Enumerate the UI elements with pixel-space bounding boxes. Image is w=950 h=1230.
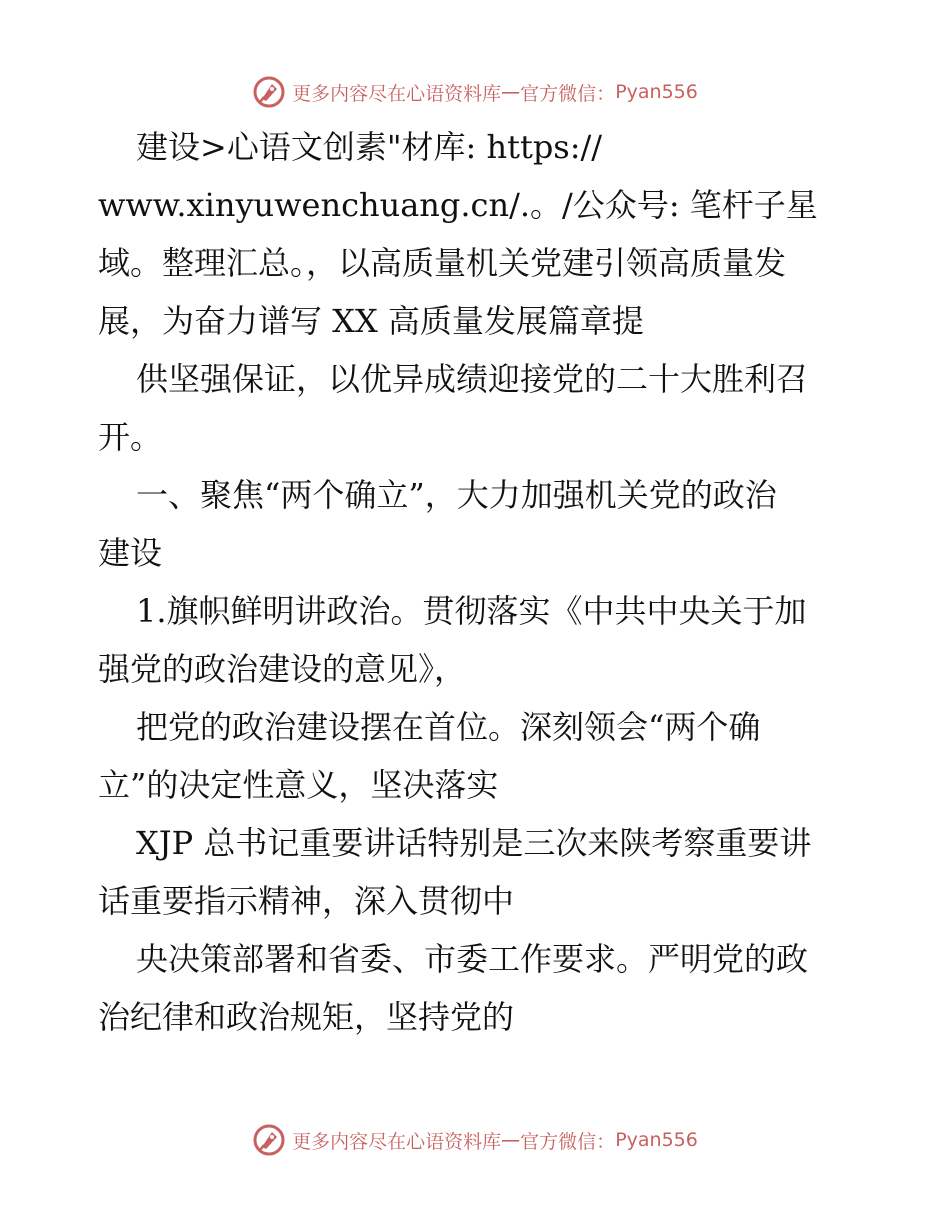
pen-nib-logo-icon xyxy=(252,75,286,109)
body-line: 央决策部署和省委、市委工作要求。严明党的政 xyxy=(136,940,809,978)
document-body xyxy=(98,118,858,1046)
header-watermark xyxy=(0,72,950,112)
section-heading: 一、聚焦“两个确立”，大力加强机关党的政治 xyxy=(136,476,777,514)
body-line: 治纪律和政治规矩，坚持党的 xyxy=(98,998,515,1036)
pen-nib-logo-icon xyxy=(252,1123,286,1157)
body-line: www.xinyuwenchuang.cn/.。/公众号: 笔杆子星 xyxy=(98,186,818,224)
watermark-official: 官方微信： xyxy=(520,1130,616,1153)
body-line: 开。 xyxy=(98,418,163,456)
watermark-text: 更多内容尽在心语资料库 xyxy=(292,1130,502,1153)
section-heading: 建设 xyxy=(98,534,163,572)
body-line: 域。整理汇总。，以高质量机关党建引领高质量发 xyxy=(98,244,787,282)
watermark-separator: — xyxy=(501,81,521,103)
body-line: XJP 总书记重要讲话特别是三次来陕考察重要讲 xyxy=(136,824,812,862)
footer-watermark xyxy=(0,1120,950,1160)
body-line: 把党的政治建设摆在首位。深刻领会“两个确 xyxy=(136,708,761,746)
body-line: 供坚强保证，以优异成绩迎接党的二十大胜利召 xyxy=(136,360,809,398)
body-line: 1.旗帜鲜明讲政治。贯彻落实《中共中央关于加 xyxy=(136,592,807,630)
watermark-separator: — xyxy=(501,1129,521,1151)
watermark-id: Pyan556 xyxy=(615,81,698,103)
body-line: 话重要指示精神，深入贯彻中 xyxy=(98,882,515,920)
body-line: 强党的政治建设的意见》， xyxy=(98,650,467,688)
body-line: 展，为奋力谱写 XX 高质量发展篇章提 xyxy=(98,302,644,340)
watermark-text: 更多内容尽在心语资料库 xyxy=(292,82,502,105)
watermark-id: Pyan556 xyxy=(615,1129,698,1151)
body-line: 立”的决定性意义，坚决落实 xyxy=(98,766,499,804)
watermark-official: 官方微信： xyxy=(520,82,616,105)
body-line: 建设>心语文创素"材库: https:// xyxy=(136,128,603,166)
